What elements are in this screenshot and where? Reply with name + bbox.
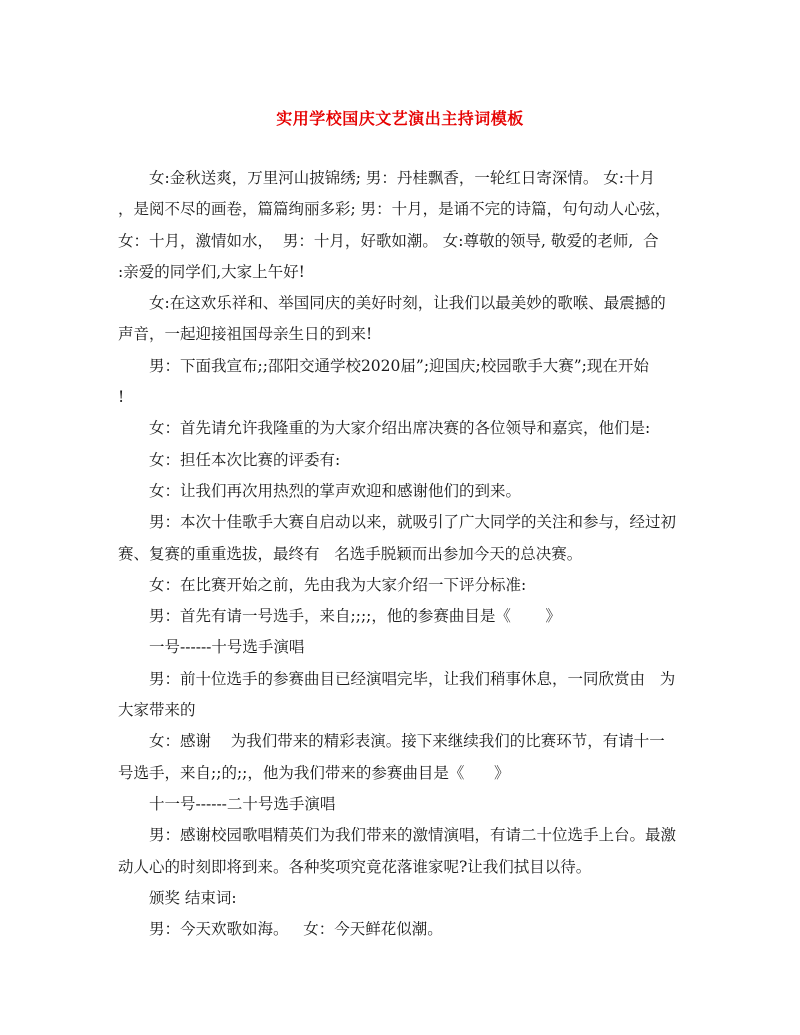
text-line: 号选手，来自;;的;;，他为我们带来的参赛曲目是《 》 — [118, 763, 510, 782]
text-line: 十一号------二十号选手演唱 — [149, 794, 336, 813]
text-line: 男：下面我宣布;;邵阳交通学校2020届”;迎国庆;校园歌手大赛”;现在开始 — [149, 356, 649, 375]
text-line: :亲爱的同学们,大家上午好! — [118, 262, 305, 281]
text-line: 声音，一起迎接祖国母亲生日的到来! — [118, 325, 373, 344]
text-line: 女：担任本次比赛的评委有: — [149, 450, 341, 469]
text-line: 男：首先有请一号选手，来自;;;;，他的参赛曲目是《 》 — [149, 607, 561, 626]
text-line: 女：在比赛开始之前，先由我为大家介绍一下评分标准: — [149, 575, 527, 594]
document-title: 实用学校国庆文艺演出主持词模板 — [276, 109, 524, 128]
text-line: 颁奖 结束词: — [149, 888, 237, 907]
text-line: 男：本次十佳歌手大赛自启动以来，就吸引了广大同学的关注和参与，经过初 — [149, 513, 677, 532]
text-line: 女：感谢 为我们带来的精彩表演。接下来继续我们的比赛环节，有请十一 — [149, 732, 665, 751]
text-line: 女：首先请允许我隆重的为大家介绍出席决赛的各位领导和嘉宾，他们是: — [149, 419, 651, 438]
text-line: 男：感谢校园歌唱精英们为我们带来的激情演唱，有请二十位选手上台。最激 — [149, 826, 677, 845]
text-line: 女:在这欢乐祥和、举国同庆的美好时刻，让我们以最美妙的歌喉、最震撼的 — [149, 294, 666, 313]
text-line: 女：让我们再次用热烈的掌声欢迎和感谢他们的到来。 — [149, 481, 522, 500]
text-line: 女：十月，激情如水， 男：十月，好歌如潮。 女:尊敬的领导, 敬爱的老师, 合 — [118, 231, 659, 250]
text-line: ，是阅不尽的画卷，篇篇绚丽多彩; 男：十月，是诵不完的诗篇，句句动人心弦， — [118, 200, 671, 219]
text-line: 男：今天欢歌如海。 女：今天鲜花似潮。 — [149, 920, 443, 939]
text-line: 男：前十位选手的参赛曲目已经演唱完毕，让我们稍事休息，一同欣赏由 为 — [149, 669, 676, 688]
text-line: 赛、复赛的重重选拔，最终有 名选手脱颖而出参加今天的总决赛。 — [118, 544, 583, 563]
document-body — [118, 163, 683, 945]
text-line: 女:金秋送爽，万里河山披锦绣; 男：丹桂飘香，一轮红日寄深情。 女:十月 — [149, 169, 656, 187]
text-line: 一号------十号选手演唱 — [149, 638, 305, 657]
text-line: 大家带来的 — [118, 701, 196, 720]
text-line: 动人心的时刻即将到来。各种奖项究竟花落谁家呢?让我们拭目以待。 — [118, 857, 592, 876]
text-line: ! — [118, 388, 125, 407]
